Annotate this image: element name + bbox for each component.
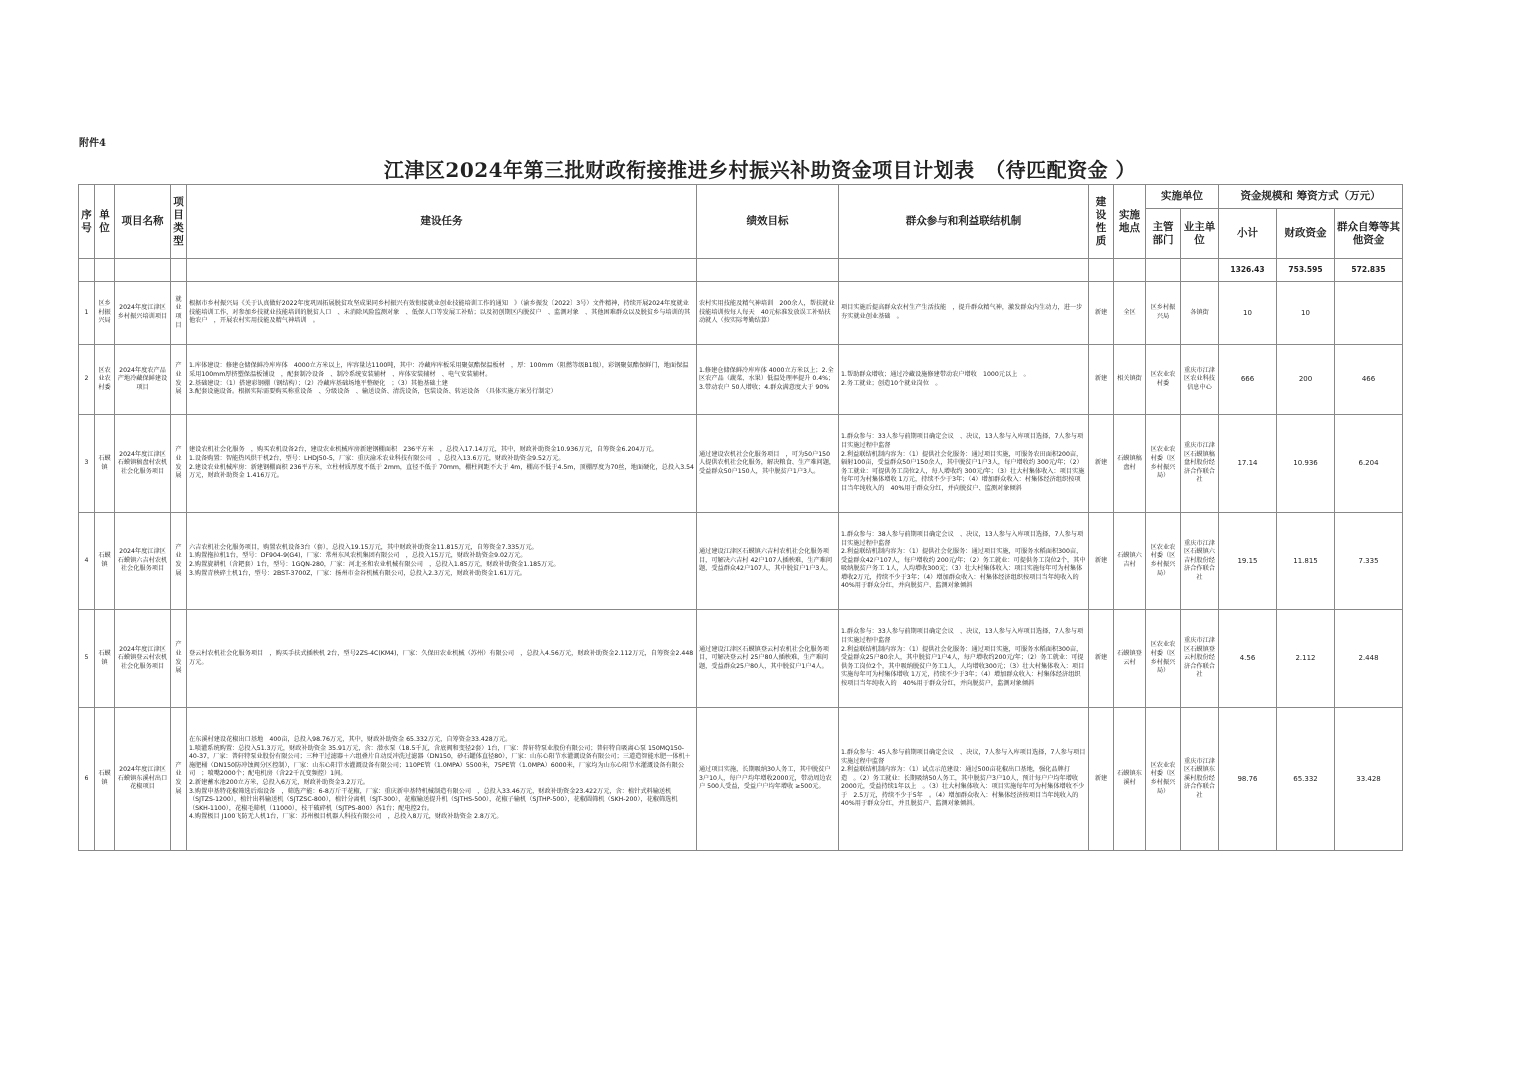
table-row bbox=[79, 282, 1403, 345]
header-dept: 主管部门 bbox=[1146, 209, 1181, 259]
row-fiscal: 11.815 bbox=[1277, 513, 1335, 610]
header-subtotal: 小计 bbox=[1219, 209, 1277, 259]
row-subtotal: 666 bbox=[1219, 345, 1277, 415]
text-line: 1.修建仓储保鲜冷库库体 4000立方米以上；2.全区农产品（蔬菜、水果）低温处理率提升 0.4%；3.带动农户 50人增收；4.群众满意度大于 90% bbox=[699, 366, 835, 391]
text-line: 通过建设农机社会化服务项目 ，可为50户150人提供农机社会化服务，解决粮食、生产难问题，受益群众50户150人，其中脱贫户1户3人。 bbox=[699, 450, 836, 475]
row-self: 6.204 bbox=[1335, 415, 1403, 513]
text-line: 通过项目实施，长期吸纳30人务工，其中脱贫户 3户10人，每户户均年增收2000元，带动周边农户 500人受益，受益户户均年增收 ≥500元。 bbox=[699, 766, 832, 791]
row-fiscal: 10.936 bbox=[1277, 415, 1335, 513]
table-row bbox=[79, 345, 1403, 415]
row-seq: 1 bbox=[79, 282, 95, 345]
row-location: 石蟆镇东溪村 bbox=[1114, 708, 1146, 851]
text-line: 1.库体建设：修建仓储保鲜冷库库体 4000立方米以上，库容量达1100吨，其中：冷藏库库板采用聚氨酯保温板材 ，厚：100mm（阻燃等级B1级），彩钢聚氨酯保鲜门，地面保温采用100mm厚挤塑保温板铺设 ，配套制冷设备 、制冷系统安装辅材 、库体安装辅材 、电气安装辅材。 bbox=[189, 362, 689, 378]
header-funds: 资金规模和 筹资方式（万元） bbox=[1219, 185, 1403, 209]
text-line: 3.配套设施设备。根据实际需要购买称重设备 、分级设备 、输送设备、清洗设备，包装设备、转运设备 （具体实施方案另行制定） bbox=[189, 388, 557, 396]
row-tasks bbox=[187, 610, 697, 708]
row-project-type: 产业发展 bbox=[171, 708, 187, 851]
totals-row bbox=[79, 259, 1403, 282]
table-row bbox=[79, 610, 1403, 708]
text-line: 3.购置申基特花椒筛选后端设备 ，筛选产能：6-8万斤干花椒，厂家：重庆新申基特机械制造有限公司 ，总投入33.46万元，财政补助资金23.422万元，含：植针式料输送机（SJTZS-1200），植针出料输送机（SJTZSC-800），植针分离机（SJT-300），花椒输送提升机（SJTHS-500），花椒子输机（SJTHP-500），花椒圆筛机（SKH-200），花椒筛选机（SKH-1100），花椒毛筛机（11000），枝干破碎机（SJTPS-800）各1台；配电控2台。 bbox=[189, 787, 678, 812]
text-line: 六吉农机社会化服务项目，购置农机设备3台（套），总投入19.15万元，其中财政补助资金11.815万元，自筹资金7.335万元。 bbox=[189, 543, 538, 551]
row-dept: 区乡村振兴局 bbox=[1146, 282, 1181, 345]
row-tasks bbox=[187, 282, 697, 345]
text-line: 2.利益联结机制内容为：（1）提供社会化服务：通过项目实施，可服务水稻面积300亩，受益群众25户80余人，其中脱贫户1户4人，每户增收约200元/年；（2）务工就业：可提供务工岗位2个，其中吸纳脱贫户务工1人，人均增收300元；（3）壮大村集体收入：项目实施每年可为村集体增收 1万元，持续不少于3年；（4）增加群众收入：村集体经济组织按项目当年纯收入的 40%用于群众分红，并向脱贫户，监测对象倾斜 bbox=[841, 645, 1085, 687]
attachment-label: 附件4 bbox=[79, 138, 106, 149]
text-line: 4.购置极目 J100飞防无人机1台，厂家：苏州极目机器人科技有限公司 ，总投入8万元，财政补助资金 2.8万元。 bbox=[189, 813, 503, 821]
row-goals bbox=[697, 708, 839, 851]
row-project-name: 2024年度江津区石蟆镇登云村农机社会化服务项目 bbox=[115, 610, 171, 708]
row-goals bbox=[697, 282, 839, 345]
row-project-type: 就业项目 bbox=[171, 282, 187, 345]
text-line: 2.基础建设：（1）搭建彩钢棚（钢结构）；（2）冷藏库基础场地平整硬化 ；（3）其他基础土建 bbox=[189, 379, 448, 387]
row-project-type: 产业发展 bbox=[171, 415, 187, 513]
header-self: 群众自筹等其他资金 bbox=[1335, 209, 1403, 259]
row-owner: 重庆市江津区石蟆镇登云村股份经济合作联合社 bbox=[1181, 610, 1219, 708]
header-seq: 序号 bbox=[79, 185, 95, 259]
row-fiscal: 2.112 bbox=[1277, 610, 1335, 708]
row-owner: 各镇街 bbox=[1181, 282, 1219, 345]
row-goals bbox=[697, 415, 839, 513]
row-project-name: 2024年度江津区石蟆镇六吉村农机社会化服务项目 bbox=[115, 513, 171, 610]
text-line: 2.建设农业机械库房：新建钢棚面积 236平方米，立柱材质厚度不低于 2mm，直径不低于 70mm，棚柱间距不大于 4m，棚高不低于4.5m，顶棚厚度为70丝，地面硬化，总投入3.54万元，财政补助资金 1.416万元。 bbox=[189, 463, 694, 480]
text-line: 农村实用技能及精气神培训 200余人，帮扶就业技能培训按每人每天 40元标准发放误工补贴扶动就人（按实际考勤结算） bbox=[699, 300, 835, 325]
row-subtotal: 17.14 bbox=[1219, 415, 1277, 513]
text-line: 2.购置旋耕机（含耙套）1台，型号：1GQN-280，厂家：河北圣和农业机械有限公司 ，总投入1.85万元，财政补助资金1.185万元。 bbox=[189, 561, 560, 568]
row-seq: 3 bbox=[79, 415, 95, 513]
row-nature: 新建 bbox=[1089, 345, 1114, 415]
text-line: 2.新建蓄水池200立方米，总投入6万元，财政补助资金3.2万元。 bbox=[189, 779, 369, 786]
header-fiscal: 财政资金 bbox=[1277, 209, 1335, 259]
row-goals bbox=[697, 345, 839, 415]
row-fiscal: 200 bbox=[1277, 345, 1335, 415]
text-line: 1.群众参与：38人参与前期项目确定会议 、决议，13人参与入库项目选择，7人参与项目实施过程中监督 bbox=[841, 530, 1084, 547]
row-project-name: 2024年度江津区乡村振兴培训项目 bbox=[115, 282, 171, 345]
header-tasks: 建设任务 bbox=[187, 185, 697, 259]
row-nature: 新建 bbox=[1089, 282, 1114, 345]
project-plan-table bbox=[78, 184, 1403, 851]
row-self: 7.335 bbox=[1335, 513, 1403, 610]
total-subtotal: 1326.43 bbox=[1219, 259, 1277, 282]
row-unit: 石蟆镇 bbox=[95, 415, 115, 513]
row-seq: 2 bbox=[79, 345, 95, 415]
page-title: 江津区2024年第三批财政衔接推进乡村振兴补助资金项目计划表 （待匹配资金 ） bbox=[383, 158, 1137, 182]
text-line: 通过建设江津区石蟆镇登云村农机社会化服务项目，可解决登云村 25户80人插秧难，生产难问题，受益群众25户80人，其中脱贫户1户4人。 bbox=[699, 645, 829, 670]
text-line: 1.群众参与：33人参与前期项目确定会议 、决议，13人参与入库项目选择，7人参与项目实施过程中监督 bbox=[841, 433, 1084, 450]
text-line: 2.利益联结机制内容为：（1）提供社会化服务：通过项目实施，可服务水稻面积300亩，受益群众42户107人，每户增收约 200元/年；（2）务工就业：可提供务工岗位2个，其中吸纳脱贫户务工 1人，人均增收300元；（3）壮大村集体收入：项目实施每年可为村集体增收2万元，持续不少于3年；（4）增加群众收入：村集体经济组织按项目当年纯收入的 40%用于群众分红，并向脱贫户、监测对象倾斜 bbox=[841, 548, 1086, 590]
text-line: 1.帮助群众增收；通过冷藏设施修建带动农户增收 1000元以上 。 bbox=[841, 370, 1030, 378]
row-unit: 石蟆镇 bbox=[95, 610, 115, 708]
row-unit: 石蟆镇 bbox=[95, 513, 115, 610]
row-participation bbox=[839, 345, 1089, 415]
row-subtotal: 19.15 bbox=[1219, 513, 1277, 610]
row-nature: 新建 bbox=[1089, 415, 1114, 513]
header-goals: 绩效目标 bbox=[697, 185, 839, 259]
row-dept: 区农业农村委（区乡村振兴局） bbox=[1146, 610, 1181, 708]
text-line: 项目实施后提高群众农村生产生活技能 ，提升群众精气神，激发群众内生动力，进一步夯实就业创业基础 。 bbox=[841, 304, 1083, 320]
row-seq: 6 bbox=[79, 708, 95, 851]
row-participation bbox=[839, 415, 1089, 513]
row-project-name: 2024年度江津区石蟆镇东溪村出口花椒项目 bbox=[115, 708, 171, 851]
text-line: 3.购置青秧碎土机1台，型号：2BST-3700Z，厂家：扬州市金谷机械有限公司，总投入2.3万元，财政补助资金1.61万元。 bbox=[189, 569, 526, 577]
row-unit: 区乡村振兴局 bbox=[95, 282, 115, 345]
row-location: 相关镇街 bbox=[1114, 345, 1146, 415]
row-participation bbox=[839, 282, 1089, 345]
row-fiscal: 65.332 bbox=[1277, 708, 1335, 851]
text-line: 通过建设江津区石蟆镇六吉村农机社会化服务项目，可解决六吉村 42户107人插秧难，生产难问题，受益群众42户107人，其中脱贫户1户3人。 bbox=[699, 548, 833, 573]
row-self: 33.428 bbox=[1335, 708, 1403, 851]
text-line: 根据市乡村振兴局《关于认真做好2022年度巩固拓展脱贫攻坚成果同乡村振兴有效衔接就业创业技能培训工作的通知 》（渝乡振发〔2022〕3号）文件精神，持续开展2024年度就业技能培训工作，对参加乡技就业技能培训的脱贫人口 、未消除风险监测对象 、低保人口等发展工补贴；以及初创期区内脱贫户 、监测对象 、其他困难群众以及脱贫乡与培训的其他农户 ，开展农村实用技能及精气神培训 。 bbox=[189, 300, 691, 325]
row-subtotal: 10 bbox=[1219, 282, 1277, 345]
row-seq: 5 bbox=[79, 610, 95, 708]
header-owner: 业主单位 bbox=[1181, 209, 1219, 259]
row-location: 石蟆镇六吉村 bbox=[1114, 513, 1146, 610]
table-row bbox=[79, 513, 1403, 610]
row-dept: 区农业农村委（区乡村振兴局） bbox=[1146, 708, 1181, 851]
header-location: 实施地点 bbox=[1114, 185, 1146, 259]
text-line: 在东溪村建设花椒出口基地 400亩，总投入98.76万元，其中，财政补助资金 65.332万元，自筹资金33.428万元。 bbox=[189, 736, 512, 744]
row-location: 石蟆镇稿盘村 bbox=[1114, 415, 1146, 513]
row-seq: 4 bbox=[79, 513, 95, 610]
row-location: 全区 bbox=[1114, 282, 1146, 345]
text-line: 登云村农机社会化服务项目 ，购买手扶式插秧机 2台，型号2ZS-4C(KM4)，厂家：久保田农业机械（苏州）有限公司 ，总投入4.56万元，财政补助资金2.112万元，自筹资金2.448万元。 bbox=[189, 649, 694, 666]
row-subtotal: 98.76 bbox=[1219, 708, 1277, 851]
row-owner: 重庆市江津区石蟆镇六吉村股份经济合作联合社 bbox=[1181, 513, 1219, 610]
row-tasks bbox=[187, 513, 697, 610]
text-line: 2.务工就业；创造10个就业岗位 。 bbox=[841, 379, 942, 387]
row-project-type: 产业发展 bbox=[171, 345, 187, 415]
header-project-name: 项目名称 bbox=[115, 185, 171, 259]
text-line: 建设农机社会化服务 ，购买农机设备2台，建设农业机械库房新建钢棚面积 236平方米 ，总投入17.14万元，其中，财政补助资金10.936万元，自筹资金6.204万元。 bbox=[189, 446, 658, 454]
row-location: 石蟆镇登云村 bbox=[1114, 610, 1146, 708]
text-line: 2.利益联结机制内容为：（1）提供社会化服务：通过项目实施，可服务农田面积200亩，辐射100亩，受益群众50户150余人，其中脱贫户1户3人，每户增收约 300元/年；（2）务工就业：可提供务工岗位2人，每人增收约 300元/年；（3）壮大村集体收入：项目实施每年可为村集体增收 1万元，持续不少于3年；（4）增加群众收入：村集体经济组织按项目当年纯收入的 40%用于群众分红，并向脱贫户、监测对象倾斜 bbox=[841, 450, 1085, 492]
row-owner: 重庆市江津区农业科技信息中心 bbox=[1181, 345, 1219, 415]
text-line: 1.喷灌系统购置：总投入51.3万元，财政补助资金 35.91万元，含：潜水泵（18.5千瓦，含底阀和变径2套）1台，厂家：普轩特泵业股份有限公司；普轩特自吸离心泵 150MQ150-40-37，厂家：普轩特泵业股份有限公司；三种干过滤器＋六组叠片自动反冲洗过滤器（DN150，砂石罐体直径80），厂家：山东心阳节水灌溉设备有限公司；三道造智能水肥一体机＋施肥桶（DN150防冲蚀阀分区控制），厂家：山东心阳节水灌溉设备有限公司；110PE管（1.0MPA）5500米，75PE管（1.0MPA）6000米，厂家均为山东心阳节水灌溉设备有限公司 ；喷嘴2000个；配电机房（含22千瓦变频控）1间。 bbox=[189, 744, 691, 778]
row-goals bbox=[697, 610, 839, 708]
row-owner: 重庆市江津区石蟆镇东溪村股份经济合作联合社 bbox=[1181, 708, 1219, 851]
row-participation bbox=[839, 513, 1089, 610]
total-fiscal: 753.595 bbox=[1277, 259, 1335, 282]
row-subtotal: 4.56 bbox=[1219, 610, 1277, 708]
header-participation: 群众参与和利益联结机制 bbox=[839, 185, 1089, 259]
row-project-name: 2024年度江津区石蟆镇稿盘村农机社会化服务项目 bbox=[115, 415, 171, 513]
row-project-type: 产业发展 bbox=[171, 610, 187, 708]
row-tasks bbox=[187, 415, 697, 513]
row-self: 466 bbox=[1335, 345, 1403, 415]
row-unit: 石蟆镇 bbox=[95, 708, 115, 851]
row-dept: 区农业农村委（区乡村振兴局） bbox=[1146, 415, 1181, 513]
row-dept: 区农业农村委（区乡村振兴局） bbox=[1146, 513, 1181, 610]
total-self: 572.835 bbox=[1335, 259, 1403, 282]
row-goals bbox=[697, 513, 839, 610]
row-self: 2.448 bbox=[1335, 610, 1403, 708]
row-fiscal: 10 bbox=[1277, 282, 1335, 345]
text-line: 1.群众参与：33人参与前期项目确定会议 、决议，13人参与入库项目选择，7人参与项目实施过程中监督 bbox=[841, 628, 1084, 645]
text-line: 1.群众参与：45人参与前期项目确定会议 、决议，7人参与入库项目选择，7人参与项目实施过程中监督 bbox=[841, 748, 1086, 765]
table-row bbox=[79, 415, 1403, 513]
header-nature: 建设性质 bbox=[1089, 185, 1114, 259]
row-project-type: 产业发展 bbox=[171, 513, 187, 610]
row-tasks bbox=[187, 345, 697, 415]
text-line: 1.设备购置：智能热风烘干机2台，型号：LHDJ50-5，厂家：重庆渝禾农业科技有限公司 ，总投入13.6万元，财政补助资金9.52万元。 bbox=[189, 454, 565, 462]
text-line: 1.购置拖拉机1台，型号：DF904-9(G4)，厂家：常州东风农机集团有限公司 ，总投入15万元，财政补助资金9.02万元。 bbox=[189, 552, 527, 560]
table-row bbox=[79, 708, 1403, 851]
row-self bbox=[1335, 282, 1403, 345]
row-dept: 区农业农村委 bbox=[1146, 345, 1181, 415]
row-nature: 新建 bbox=[1089, 610, 1114, 708]
row-nature: 新建 bbox=[1089, 708, 1114, 851]
row-owner: 重庆市江津区石蟆镇稿盘村股份经济合作联合社 bbox=[1181, 415, 1219, 513]
row-participation bbox=[839, 610, 1089, 708]
row-participation bbox=[839, 708, 1089, 851]
row-unit: 区农业农村委 bbox=[95, 345, 115, 415]
row-project-name: 2024年度农产品产地冷藏保鲜建设项目 bbox=[115, 345, 171, 415]
header-unit: 单位 bbox=[95, 185, 115, 259]
row-nature: 新建 bbox=[1089, 513, 1114, 610]
row-tasks bbox=[187, 708, 697, 851]
header-impl-unit: 实施单位 bbox=[1146, 185, 1219, 209]
text-line: 2.利益联结机制内容为：（1）试点示范建设：通过500亩花椒出口基地，强化品牌打造 。（2）务工就业：长期吸纳50人务工，其中脱贫户3户10人，预计每户户均年增收 2000元，受益持续1年以上 。（3）壮大村集体收入：项目实施每年可为村集体增收不少于 2.5万元，持续不少于5年 。（4）增加群众收入：村集体经济按项目当年纯收入的40%用于群众分红，并且脱贫户、监测对象倾斜。 bbox=[841, 766, 1085, 808]
header-project-type: 项目类型 bbox=[171, 185, 187, 259]
